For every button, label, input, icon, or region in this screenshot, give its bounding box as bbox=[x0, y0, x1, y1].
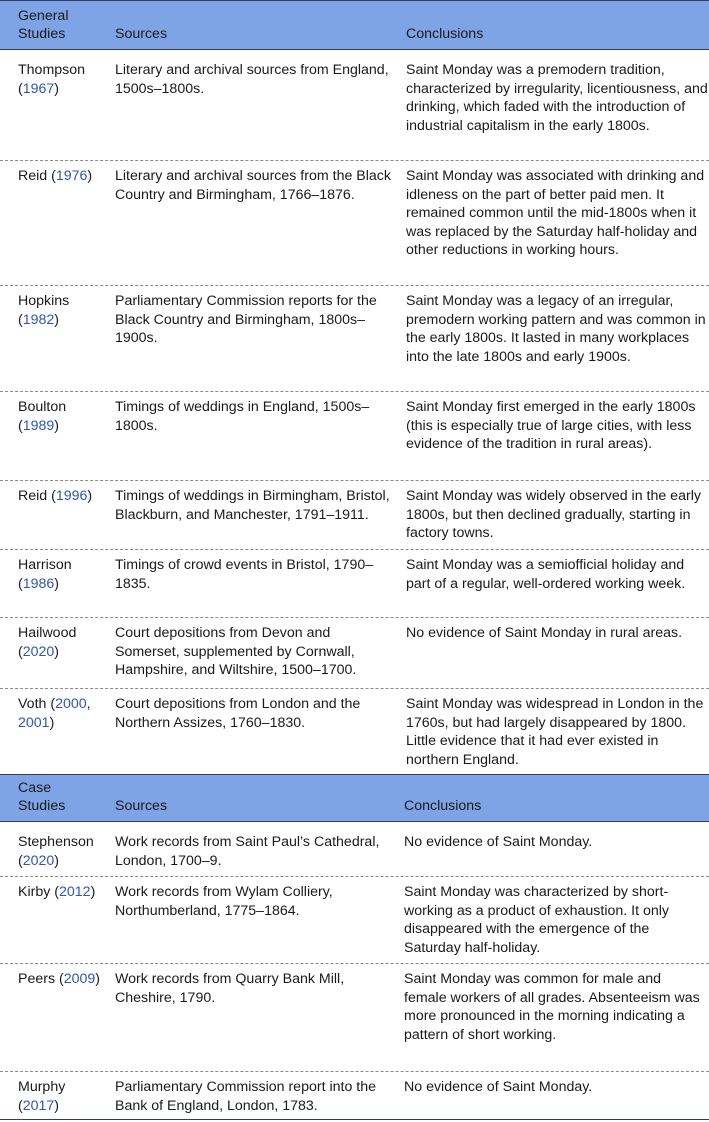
study-author: Peers (2009) bbox=[18, 971, 101, 987]
general-studies-header bbox=[0, 0, 709, 49]
row-divider bbox=[0, 285, 709, 286]
citation-year-link[interactable]: 2017 bbox=[22, 1097, 55, 1114]
study-conclusions: Saint Monday was common for male and female workers of all grades. Absenteeism was more pronounced in the morning indicating a pattern of short working. bbox=[404, 971, 700, 1043]
study-conclusions: Saint Monday was a semiofficial holiday and part of a regular, well-ordered working week. bbox=[406, 557, 686, 592]
study-conclusions: Saint Monday was a premodern tradition, characterized by irregularity, licentiousness, and drinking, which faded with the introduction of industrial capitalism in the early 1800s. bbox=[406, 62, 708, 134]
study-conclusions: Saint Monday was associated with drinking and idleness on the part of better paid men. It remained common until the mid-1800s when it was replaced by the Saturday half-holiday and other reductions in working hours. bbox=[406, 168, 705, 259]
row-divider bbox=[0, 876, 709, 877]
citation-year-link[interactable]: 2020 bbox=[22, 852, 55, 869]
citation-year-link[interactable]: 1967 bbox=[22, 80, 55, 97]
study-conclusions: No evidence of Saint Monday. bbox=[404, 1079, 593, 1095]
study-author: Harrison (1986) bbox=[18, 557, 72, 592]
row-divider bbox=[0, 688, 709, 689]
row-divider bbox=[0, 617, 709, 618]
row-divider bbox=[0, 963, 709, 964]
row-divider bbox=[0, 1071, 709, 1072]
study-sources: Work records from Wylam Colliery, Northumberland, 1775–1864. bbox=[115, 884, 333, 919]
study-sources: Timings of weddings in England, 1500s–1800s. bbox=[115, 399, 370, 434]
study-conclusions: Saint Monday was characterized by short-working as a product of exhaustion. It only disappeared with the emergence of the Saturday half-holiday. bbox=[404, 884, 669, 956]
study-author: Voth (2000, 2001) bbox=[18, 696, 91, 731]
study-sources: Parliamentary Commission reports for the Black Country and Birmingham, 1800s–1900s. bbox=[115, 293, 377, 347]
study-conclusions: Saint Monday was widely observed in the early 1800s, but then declined gradually, starting in factory towns. bbox=[406, 488, 701, 542]
table-bottom-rule bbox=[0, 1119, 709, 1120]
study-conclusions: Saint Monday was widespread in London in the 1760s, but had largely disappeared by 1800. Little evidence that it had ever existed in northern England. bbox=[406, 696, 704, 768]
study-conclusions: Saint Monday first emerged in the early 1800s (this is especially true of large cities, with less evidence of the tradition in rural areas). bbox=[406, 399, 696, 453]
header-rule bbox=[0, 821, 709, 822]
study-sources: Court depositions from London and the Northern Assizes, 1760–1830. bbox=[115, 696, 361, 731]
study-author: Stephenson (2020) bbox=[18, 834, 94, 869]
study-sources: Work records from Saint Paul’s Cathedral, London, 1700–9. bbox=[115, 834, 380, 869]
study-sources: Literary and archival sources from the Black Country and Birmingham, 1766–1876. bbox=[115, 168, 391, 203]
study-author: Murphy (2017) bbox=[18, 1079, 66, 1114]
case-studies-header-label: Case Studies bbox=[18, 779, 66, 815]
citation-year-link[interactable]: 2020 bbox=[22, 643, 55, 660]
study-conclusions: No evidence of Saint Monday in rural areas. bbox=[406, 625, 683, 641]
row-divider bbox=[0, 391, 709, 392]
citation-year-link[interactable]: 2009 bbox=[63, 971, 96, 987]
study-sources: Court depositions from Devon and Somerset, supplemented by Cornwall, Hampshire, and Wiltshire, 1500–1700. bbox=[115, 625, 357, 679]
citation-year-link[interactable]: 1989 bbox=[22, 417, 55, 434]
citation-year-link[interactable]: 2001 bbox=[18, 714, 50, 731]
study-conclusions: Saint Monday was a legacy of an irregular, premodern working pattern and was common in the early 1800s. It lasted in many workplaces into the late 1800s and early 1900s. bbox=[406, 293, 706, 365]
general-conclusions-header: Conclusions bbox=[406, 26, 484, 43]
study-author: Hailwood (2020) bbox=[18, 625, 77, 660]
study-sources: Timings of weddings in Birmingham, Bristol, Blackburn, and Manchester, 1791–1911. bbox=[115, 488, 390, 523]
citation-year-link[interactable]: 1976 bbox=[55, 168, 88, 184]
case-sources-header: Sources bbox=[115, 798, 168, 815]
study-author: Reid (1976) bbox=[18, 168, 93, 184]
case-studies-header bbox=[0, 774, 709, 821]
study-author: Hopkins (1982) bbox=[18, 293, 70, 328]
study-author: Reid (1996) bbox=[18, 488, 93, 504]
study-sources: Parliamentary Commission report into the Bank of England, London, 1783. bbox=[115, 1079, 376, 1114]
case-conclusions-header: Conclusions bbox=[404, 798, 482, 815]
study-sources: Literary and archival sources from England, 1500s–1800s. bbox=[115, 62, 389, 97]
citation-year-link[interactable]: 1982 bbox=[22, 311, 55, 328]
study-conclusions: No evidence of Saint Monday. bbox=[404, 834, 593, 850]
study-author: Kirby (2012) bbox=[18, 884, 96, 900]
study-author: Thompson (1967) bbox=[18, 62, 86, 97]
header-rule bbox=[0, 49, 709, 50]
study-sources: Timings of crowd events in Bristol, 1790–1835. bbox=[115, 557, 374, 592]
general-studies-header-label: General Studies bbox=[18, 7, 69, 43]
row-divider bbox=[0, 549, 709, 550]
citation-year-link[interactable]: 2000 bbox=[55, 696, 87, 712]
citation-year-link[interactable]: 2012 bbox=[59, 884, 91, 900]
row-divider bbox=[0, 160, 709, 161]
general-sources-header: Sources bbox=[115, 26, 168, 43]
study-sources: Work records from Quarry Bank Mill, Cheshire, 1790. bbox=[115, 971, 345, 1006]
citation-year-link[interactable]: 1986 bbox=[22, 575, 55, 592]
study-author: Boulton (1989) bbox=[18, 399, 67, 434]
citation-year-link[interactable]: 1996 bbox=[55, 488, 88, 504]
row-divider bbox=[0, 480, 709, 481]
